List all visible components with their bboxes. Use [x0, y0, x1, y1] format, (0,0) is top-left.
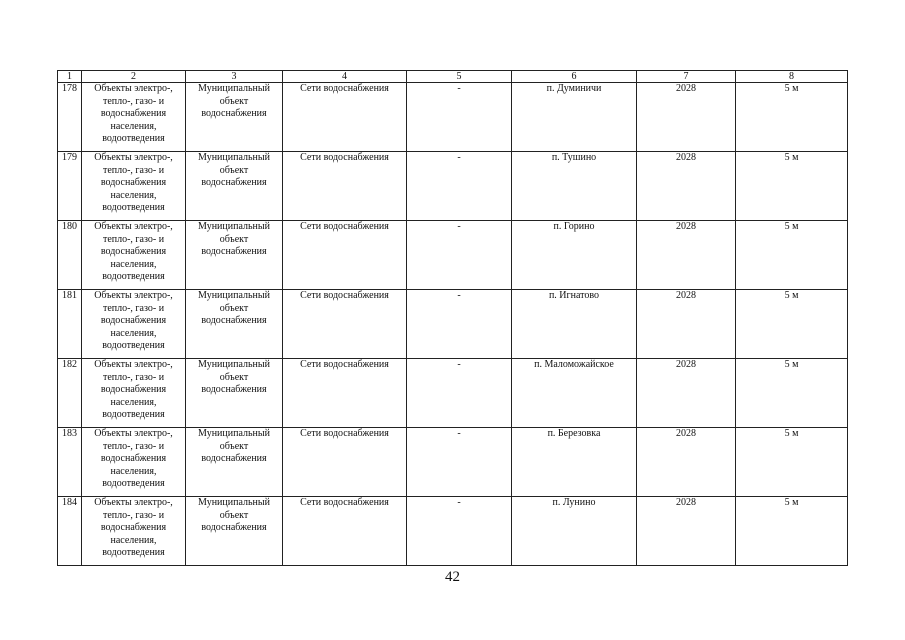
object-kind-cell: Муниципальный объект водоснабжения — [186, 221, 283, 290]
object-kind-cell: Муниципальный объект водоснабжения — [186, 359, 283, 428]
table-body — [58, 83, 848, 566]
year-cell: 2028 — [637, 359, 736, 428]
row-number-cell: 184 — [58, 497, 82, 566]
object-kind-cell: Муниципальный объект водоснабжения — [186, 497, 283, 566]
row-number-cell: 183 — [58, 428, 82, 497]
zone-cell: 5 м — [736, 83, 848, 152]
object-type-cell: Объекты электро-, тепло-, газо- и водоснабжения населения, водоотведения — [82, 290, 186, 359]
row-number-cell: 180 — [58, 221, 82, 290]
table-row — [58, 497, 848, 566]
year-cell: 2028 — [637, 221, 736, 290]
zone-cell: 5 м — [736, 359, 848, 428]
object-name-cell: Сети водоснабжения — [283, 152, 407, 221]
header-cell-7: 7 — [637, 71, 736, 83]
year-cell: 2028 — [637, 83, 736, 152]
year-cell: 2028 — [637, 497, 736, 566]
row-number-cell: 178 — [58, 83, 82, 152]
year-cell: 2028 — [637, 428, 736, 497]
header-cell-3: 3 — [186, 71, 283, 83]
object-name-cell: Сети водоснабжения — [283, 428, 407, 497]
page-number: 42 — [445, 569, 460, 585]
year-cell: 2028 — [637, 152, 736, 221]
header-row — [58, 71, 848, 83]
object-type-cell: Объекты электро-, тепло-, газо- и водоснабжения населения, водоотведения — [82, 152, 186, 221]
location-cell: п. Игнатово — [512, 290, 637, 359]
zone-cell: 5 м — [736, 221, 848, 290]
column-5-cell: - — [407, 497, 512, 566]
table-row — [58, 152, 848, 221]
object-name-cell: Сети водоснабжения — [283, 290, 407, 359]
object-type-cell: Объекты электро-, тепло-, газо- и водоснабжения населения, водоотведения — [82, 428, 186, 497]
table-header — [58, 71, 848, 83]
table-row — [58, 359, 848, 428]
object-type-cell: Объекты электро-, тепло-, газо- и водоснабжения населения, водоотведения — [82, 221, 186, 290]
header-cell-1: 1 — [58, 71, 82, 83]
header-cell-5: 5 — [407, 71, 512, 83]
object-kind-cell: Муниципальный объект водоснабжения — [186, 428, 283, 497]
object-name-cell: Сети водоснабжения — [283, 497, 407, 566]
location-cell: п. Тушино — [512, 152, 637, 221]
row-number-cell: 179 — [58, 152, 82, 221]
column-5-cell: - — [407, 221, 512, 290]
table-row — [58, 221, 848, 290]
object-type-cell: Объекты электро-, тепло-, газо- и водоснабжения населения, водоотведения — [82, 359, 186, 428]
header-cell-2: 2 — [82, 71, 186, 83]
zone-cell: 5 м — [736, 428, 848, 497]
header-cell-6: 6 — [512, 71, 637, 83]
column-5-cell: - — [407, 359, 512, 428]
object-name-cell: Сети водоснабжения — [283, 221, 407, 290]
object-name-cell: Сети водоснабжения — [283, 359, 407, 428]
location-cell: п. Думиничи — [512, 83, 637, 152]
object-type-cell: Объекты электро-, тепло-, газо- и водоснабжения населения, водоотведения — [82, 497, 186, 566]
location-cell: п. Маломожайское — [512, 359, 637, 428]
zone-cell: 5 м — [736, 152, 848, 221]
row-number-cell: 182 — [58, 359, 82, 428]
header-cell-8: 8 — [736, 71, 848, 83]
zone-cell: 5 м — [736, 290, 848, 359]
data-table — [57, 70, 848, 566]
table-row — [58, 83, 848, 152]
table-row — [58, 290, 848, 359]
object-name-cell: Сети водоснабжения — [283, 83, 407, 152]
location-cell: п. Березовка — [512, 428, 637, 497]
table-row — [58, 428, 848, 497]
location-cell: п. Лунино — [512, 497, 637, 566]
object-type-cell: Объекты электро-, тепло-, газо- и водоснабжения населения, водоотведения — [82, 83, 186, 152]
column-5-cell: - — [407, 152, 512, 221]
object-kind-cell: Муниципальный объект водоснабжения — [186, 290, 283, 359]
location-cell: п. Горино — [512, 221, 637, 290]
header-cell-4: 4 — [283, 71, 407, 83]
zone-cell: 5 м — [736, 497, 848, 566]
object-kind-cell: Муниципальный объект водоснабжения — [186, 152, 283, 221]
year-cell: 2028 — [637, 290, 736, 359]
row-number-cell: 181 — [58, 290, 82, 359]
column-5-cell: - — [407, 290, 512, 359]
column-5-cell: - — [407, 83, 512, 152]
column-5-cell: - — [407, 428, 512, 497]
object-kind-cell: Муниципальный объект водоснабжения — [186, 83, 283, 152]
